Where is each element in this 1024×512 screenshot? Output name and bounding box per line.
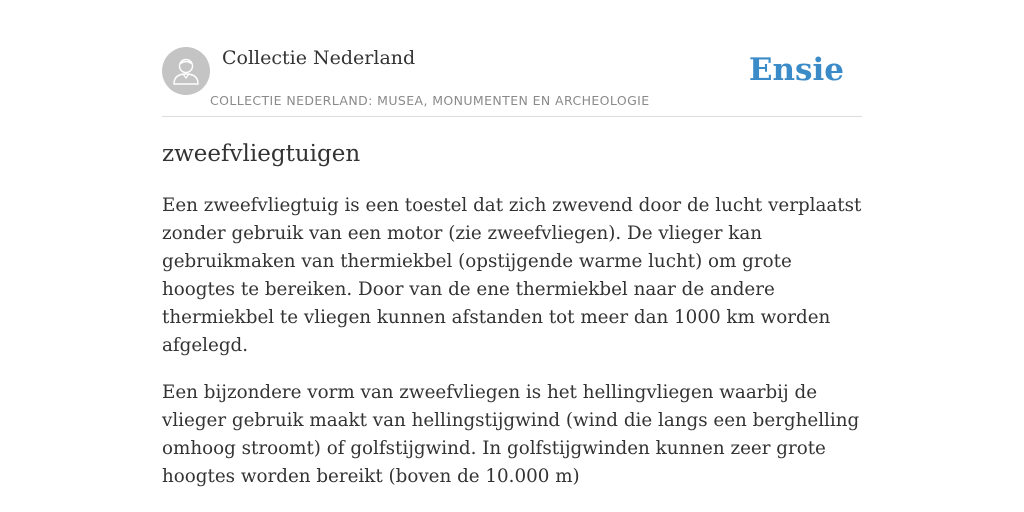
ensie-logo[interactable]: Ensie bbox=[748, 52, 844, 88]
article-title: zweefvliegtuigen bbox=[162, 141, 361, 167]
author-avatar[interactable] bbox=[162, 47, 210, 95]
user-icon bbox=[172, 56, 200, 86]
source-subtitle[interactable]: COLLECTIE NEDERLAND: MUSEA, MONUMENTEN EN ARCHEOLOGIE bbox=[210, 93, 650, 108]
author-name[interactable]: Collectie Nederland bbox=[222, 47, 416, 69]
article-paragraph: Een bijzondere vorm van zweefvliegen is het hellingvliegen waarbij de vlieger gebruik maakt van hellingstijgwind (wind die langs een berghelling omhoog stroomt) of golfstijgwind. In golfstijgwinden kunnen zeer grote hoogtes worden bereikt (boven de 10.000 m) bbox=[162, 382, 860, 487]
header bbox=[162, 46, 862, 117]
article-body bbox=[162, 192, 862, 510]
article-paragraph: Een zweefvliegtuig is een toestel dat zich zwevend door de lucht verplaatst zonder gebruik van een motor (zie zweefvliegen). De vlieger kan gebruikmaken van thermiekbel (opstijgende warme lucht) om grote hoogtes te bereiken. Door van de ene thermiekbel naar de andere thermiekbel te vliegen kunnen afstanden tot meer dan 1000 km worden afgelegd. bbox=[162, 195, 862, 356]
